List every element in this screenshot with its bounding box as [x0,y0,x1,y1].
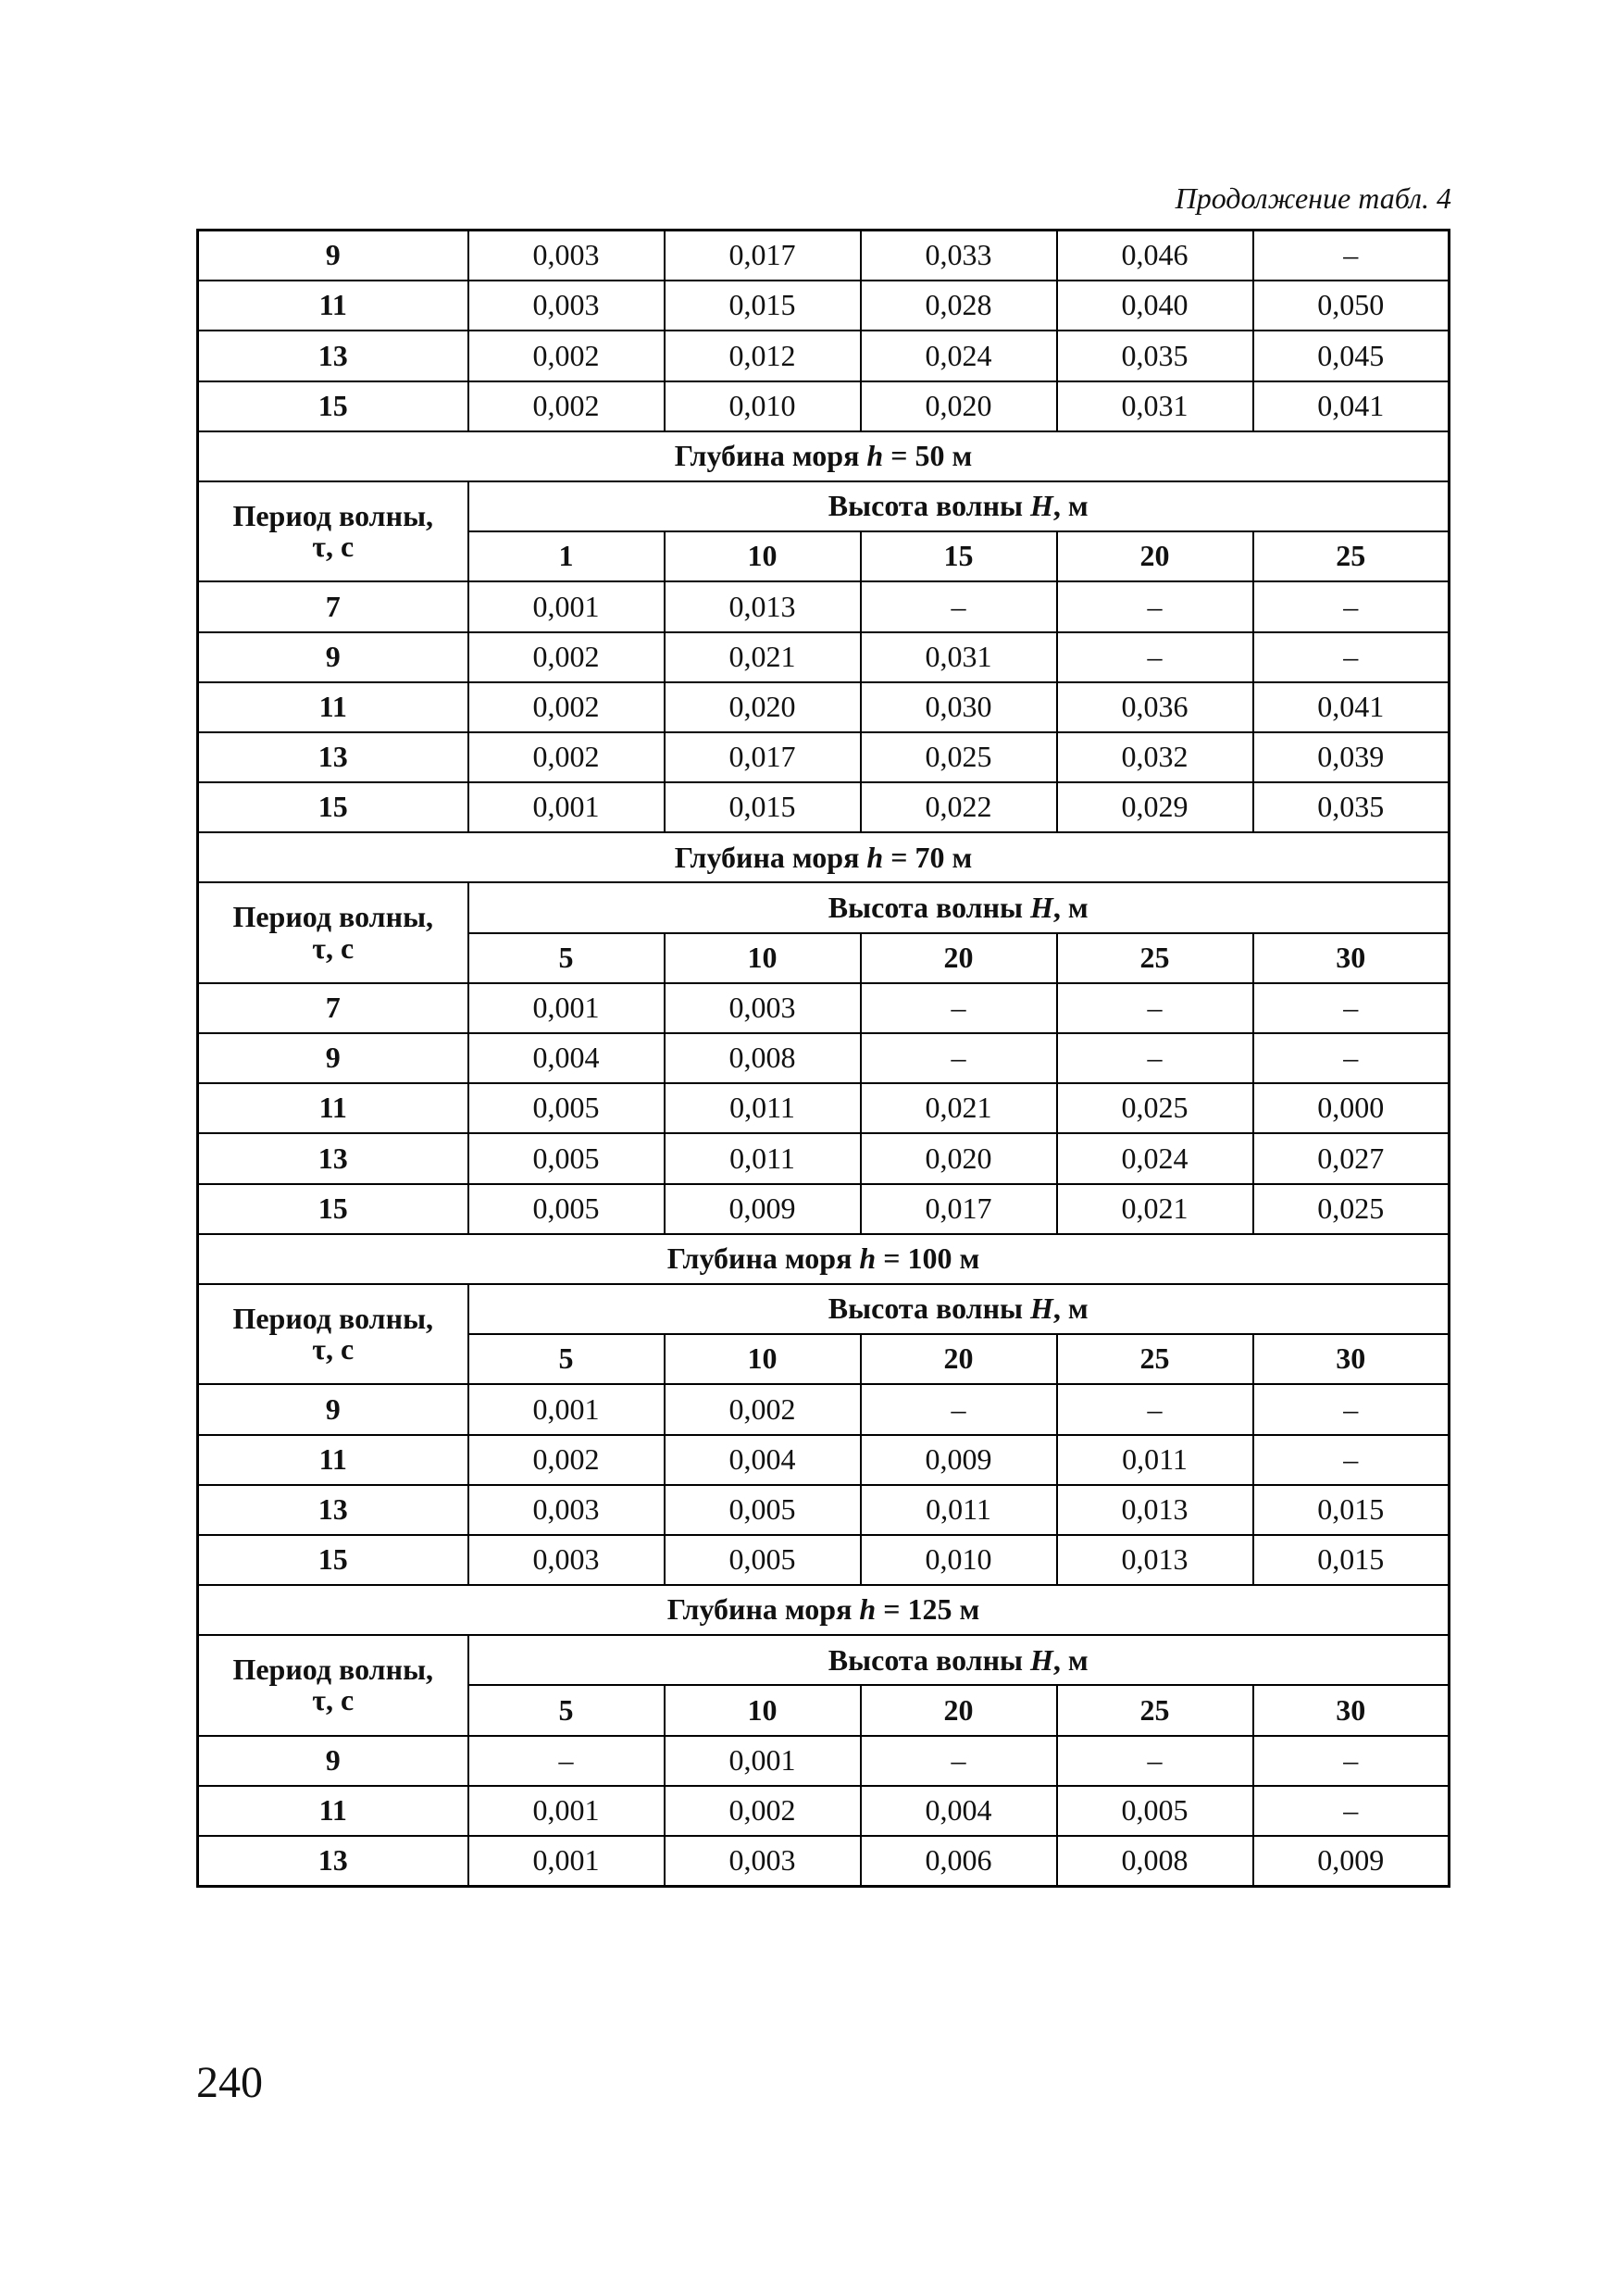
value-cell: 0,040 [1057,281,1253,331]
value-cell: – [1253,1384,1450,1434]
period-header [198,1284,468,1384]
value-cell: 0,001 [665,1736,861,1786]
period-cell: 11 [198,1435,468,1485]
depth-header [198,1585,1450,1635]
value-cell: – [861,581,1057,631]
height-header-row [198,882,1450,932]
value-cell: 0,050 [1253,281,1450,331]
value-cell: – [861,1384,1057,1434]
height-header [468,882,1450,932]
value-cell: – [1253,1435,1450,1485]
value-cell: 0,032 [1057,732,1253,782]
page-number: 240 [196,2058,263,2107]
value-cell: 0,002 [468,381,665,431]
table-row [198,1786,1450,1836]
value-cell: 0,003 [468,281,665,331]
value-cell: 0,013 [1057,1485,1253,1535]
height-value-cell: 20 [861,1334,1057,1384]
value-cell: 0,008 [1057,1836,1253,1887]
depth-value: = 125 м [876,1592,980,1627]
value-cell: 0,021 [861,1083,1057,1133]
value-cell: 0,013 [1057,1535,1253,1585]
value-cell: 0,003 [468,1485,665,1535]
value-cell: 0,046 [1057,231,1253,281]
value-cell: 0,030 [861,682,1057,732]
value-cell: – [1253,1033,1450,1083]
period-cell: 13 [198,1133,468,1183]
value-cell: 0,002 [665,1786,861,1836]
height-header [468,1284,1450,1334]
value-cell: 0,025 [1057,1083,1253,1133]
value-cell: 0,002 [468,682,665,732]
height-variable: H [1030,489,1053,523]
value-cell: 0,001 [468,1836,665,1887]
height-value-cell: 20 [1057,531,1253,581]
value-cell: 0,004 [468,1033,665,1083]
period-cell: 7 [198,983,468,1033]
height-value-cell: 5 [468,1685,665,1735]
height-header [468,481,1450,531]
period-header-line2: τ, с [312,1683,355,1717]
value-cell: 0,010 [861,1535,1057,1585]
height-value-cell: 30 [1253,1685,1450,1735]
value-cell: 0,002 [468,331,665,381]
value-cell: 0,005 [468,1184,665,1234]
depth-prefix: Глубина моря [674,840,867,874]
value-cell: 0,017 [665,732,861,782]
height-prefix: Высота волны [828,890,1031,924]
value-cell: 0,013 [665,581,861,631]
value-cell: 0,003 [468,231,665,281]
height-header [468,1635,1450,1685]
value-cell: 0,011 [665,1083,861,1133]
value-cell: 0,015 [665,782,861,832]
table-row [198,1435,1450,1485]
period-cell: 9 [198,1033,468,1083]
value-cell: – [468,1736,665,1786]
table-row [198,782,1450,832]
height-value-cell: 25 [1057,933,1253,983]
wave-data-table [196,229,1450,1888]
value-cell: 0,012 [665,331,861,381]
period-cell: 13 [198,1836,468,1887]
period-cell: 15 [198,782,468,832]
value-cell: 0,011 [1057,1435,1253,1485]
period-cell: 13 [198,331,468,381]
value-cell: – [1057,581,1253,631]
value-cell: – [861,1736,1057,1786]
value-cell: 0,009 [665,1184,861,1234]
height-value-cell: 25 [1253,531,1450,581]
value-cell: 0,025 [1253,1184,1450,1234]
height-suffix: , м [1052,1292,1089,1326]
depth-header-row [198,1234,1450,1284]
depth-header-row [198,1585,1450,1635]
period-cell: 15 [198,1535,468,1585]
value-cell: – [1057,983,1253,1033]
value-cell: – [1253,581,1450,631]
table-row [198,1384,1450,1434]
value-cell: 0,003 [665,983,861,1033]
value-cell: 0,003 [468,1535,665,1585]
value-cell: 0,009 [1253,1836,1450,1887]
height-value-cell: 25 [1057,1685,1253,1735]
period-header [198,1635,468,1735]
period-header-line1: Период волны, [232,1652,434,1686]
table-row [198,1083,1450,1133]
table-row [198,1485,1450,1535]
value-cell: – [1253,1736,1450,1786]
depth-header-row [198,431,1450,481]
table-continuation-caption: Продолжение табл. 4 [1175,181,1451,215]
value-cell: 0,039 [1253,732,1450,782]
depth-value: = 70 м [883,840,973,874]
table-row [198,1836,1450,1887]
height-variable: H [1030,890,1053,924]
period-header-line1: Период волны, [232,498,434,532]
value-cell: 0,041 [1253,682,1450,732]
table-row [198,1033,1450,1083]
value-cell: 0,020 [861,1133,1057,1183]
value-cell: 0,005 [468,1083,665,1133]
value-cell: – [1057,1736,1253,1786]
value-cell: 0,001 [468,782,665,832]
value-cell: 0,009 [861,1435,1057,1485]
table-row [198,983,1450,1033]
value-cell: 0,001 [468,1384,665,1434]
value-cell: 0,003 [665,1836,861,1887]
value-cell: 0,005 [665,1535,861,1585]
value-cell: 0,005 [665,1485,861,1535]
value-cell: 0,025 [861,732,1057,782]
table-row [198,1535,1450,1585]
value-cell: – [1253,231,1450,281]
height-value-cell: 15 [861,531,1057,581]
depth-value: = 50 м [883,439,973,473]
value-cell: 0,029 [1057,782,1253,832]
value-cell: 0,033 [861,231,1057,281]
depth-header-row [198,832,1450,882]
period-cell: 9 [198,1384,468,1434]
value-cell: – [1253,1786,1450,1836]
period-cell: 11 [198,1083,468,1133]
value-cell: 0,031 [861,632,1057,682]
value-cell: 0,002 [468,1435,665,1485]
period-cell: 7 [198,581,468,631]
table-row [198,331,1450,381]
depth-header [198,1234,1450,1284]
period-cell: 15 [198,1184,468,1234]
period-cell: 9 [198,1736,468,1786]
depth-variable: h [866,439,884,473]
period-cell: 11 [198,1786,468,1836]
table-row [198,581,1450,631]
value-cell: 0,000 [1253,1083,1450,1133]
table-row [198,732,1450,782]
value-cell: 0,015 [1253,1485,1450,1535]
value-cell: 0,020 [861,381,1057,431]
value-cell: 0,035 [1057,331,1253,381]
period-header [198,481,468,581]
depth-variable: h [859,1592,877,1627]
value-cell: 0,002 [468,632,665,682]
value-cell: 0,020 [665,682,861,732]
period-cell: 11 [198,281,468,331]
value-cell: 0,002 [468,732,665,782]
value-cell: 0,001 [468,1786,665,1836]
period-cell: 11 [198,682,468,732]
period-header [198,882,468,982]
height-prefix: Высота волны [828,489,1031,523]
height-header-row [198,1284,1450,1334]
value-cell: 0,004 [665,1435,861,1485]
value-cell: 0,045 [1253,331,1450,381]
period-header-line2: τ, с [312,930,355,965]
period-header-line1: Период волны, [232,900,434,934]
table-row [198,682,1450,732]
table-body [198,231,1450,1887]
height-value-cell: 25 [1057,1334,1253,1384]
height-value-cell: 10 [665,1685,861,1735]
height-prefix: Высота волны [828,1642,1031,1677]
height-header-row [198,1635,1450,1685]
height-suffix: , м [1052,890,1089,924]
period-cell: 9 [198,231,468,281]
depth-prefix: Глубина моря [666,1592,860,1627]
depth-header [198,832,1450,882]
value-cell: 0,002 [665,1384,861,1434]
value-cell: 0,017 [665,231,861,281]
table-row [198,231,1450,281]
height-value-cell: 10 [665,933,861,983]
depth-value: = 100 м [876,1242,980,1276]
depth-prefix: Глубина моря [666,1242,860,1276]
value-cell: – [1057,1384,1253,1434]
depth-header [198,431,1450,481]
value-cell: 0,031 [1057,381,1253,431]
value-cell: 0,015 [665,281,861,331]
value-cell: 0,022 [861,782,1057,832]
value-cell: 0,004 [861,1786,1057,1836]
depth-variable: h [859,1242,877,1276]
period-cell: 15 [198,381,468,431]
height-variable: H [1030,1642,1053,1677]
height-value-cell: 10 [665,1334,861,1384]
value-cell: – [1057,1033,1253,1083]
value-cell: 0,041 [1253,381,1450,431]
value-cell: 0,005 [468,1133,665,1183]
height-value-cell: 5 [468,933,665,983]
table-row [198,1133,1450,1183]
period-cell: 13 [198,732,468,782]
table-row [198,381,1450,431]
height-value-cell: 1 [468,531,665,581]
depth-prefix: Глубина моря [674,439,867,473]
value-cell: 0,010 [665,381,861,431]
value-cell: – [1253,983,1450,1033]
height-value-cell: 30 [1253,1334,1450,1384]
value-cell: 0,001 [468,581,665,631]
value-cell: 0,011 [665,1133,861,1183]
period-cell: 13 [198,1485,468,1535]
height-header-row [198,481,1450,531]
height-variable: H [1030,1292,1053,1326]
value-cell: 0,017 [861,1184,1057,1234]
value-cell: – [861,1033,1057,1083]
value-cell: 0,015 [1253,1535,1450,1585]
value-cell: 0,011 [861,1485,1057,1535]
value-cell: 0,027 [1253,1133,1450,1183]
table-row [198,1184,1450,1234]
period-header-line1: Период волны, [232,1301,434,1335]
height-value-cell: 5 [468,1334,665,1384]
depth-variable: h [866,840,884,874]
value-cell: 0,035 [1253,782,1450,832]
height-value-cell: 30 [1253,933,1450,983]
value-cell: 0,036 [1057,682,1253,732]
value-cell: 0,028 [861,281,1057,331]
value-cell: – [1057,632,1253,682]
height-prefix: Высота волны [828,1292,1031,1326]
height-value-cell: 10 [665,531,861,581]
table-row [198,632,1450,682]
value-cell: 0,021 [1057,1184,1253,1234]
table-row [198,1736,1450,1786]
period-cell: 9 [198,632,468,682]
height-value-cell: 20 [861,933,1057,983]
value-cell: 0,021 [665,632,861,682]
value-cell: 0,005 [1057,1786,1253,1836]
value-cell: 0,001 [468,983,665,1033]
height-suffix: , м [1052,1642,1089,1677]
period-header-line2: τ, с [312,1332,355,1366]
height-value-cell: 20 [861,1685,1057,1735]
value-cell: 0,024 [1057,1133,1253,1183]
period-header-line2: τ, с [312,530,355,564]
value-cell: – [1253,632,1450,682]
table-row [198,281,1450,331]
height-suffix: , м [1052,489,1089,523]
value-cell: – [861,983,1057,1033]
value-cell: 0,024 [861,331,1057,381]
value-cell: 0,008 [665,1033,861,1083]
value-cell: 0,006 [861,1836,1057,1887]
